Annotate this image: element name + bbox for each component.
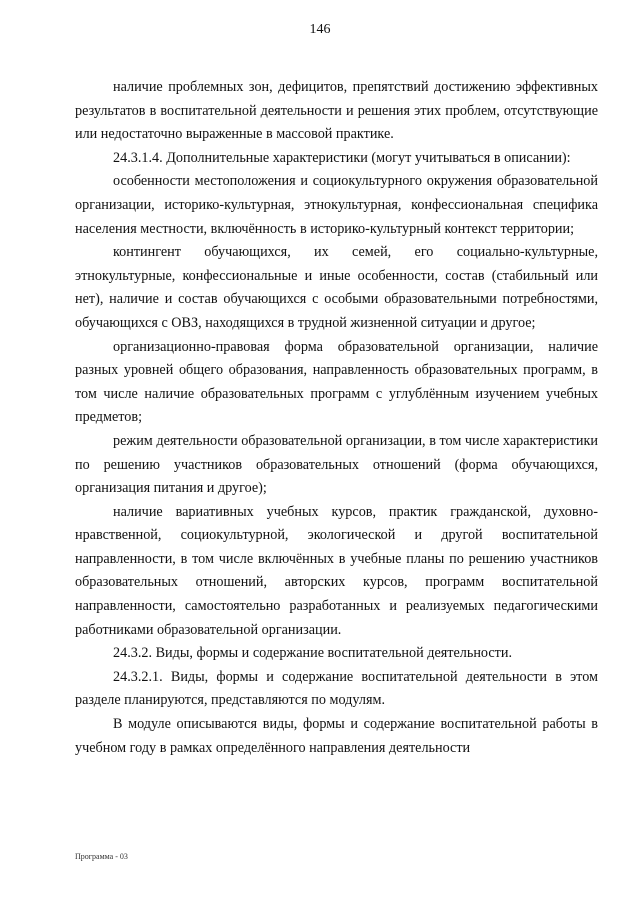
paragraph-24-3-2-heading: 24.3.2. Виды, формы и содержание воспитательной деятельности. [113,645,513,662]
footer-program-label: Программа - 03 [75,852,128,861]
paragraph-student-contingent: контингент обучающихся, их семей, его социально-культурные, этнокультурные, конфессиональные и иные особенности, состав (стабильный или нет), наличие и состав обучающихся с особыми образовательными потребностями, обучающихся с ОВЗ, находящихся в трудной жизненной ситуации и другое; [75,244,598,331]
paragraph-operating-mode: режим деятельности образовательной организации, в том числе характеристики по решению участников образовательных отношений (форма обучающихся, организация питания и другое); [75,432,598,497]
paragraph-24-3-2-1: 24.3.2.1. Виды, формы и содержание воспитательной деятельности в этом разделе планируются, представляются по модулям. [75,668,598,709]
paragraph-location-features: особенности местоположения и социокультурного окружения образовательной организации, историко-культурная, этнокультурная, конфессиональная специфика населения местности, включённость в историко-культурный контекст территории; [75,173,598,237]
paragraph-module-description: В модуле описываются виды, формы и содержание воспитательной работы в учебном году в рамках определённого направления деятельности [75,716,598,756]
page-number: 146 [309,22,331,37]
paragraph-problem-zones: наличие проблемных зон, дефицитов, препятствий достижению эффективных результатов в воспитательной деятельности и решения этих проблем, отсутствующие или недостаточно выраженные в массовой практике. [75,79,598,143]
document-body [75,76,598,760]
paragraph-variable-courses: наличие вариативных учебных курсов, практик гражданской, духовно-нравственной, социокультурной, экологической и другой воспитательной направленности, в том числе включённых в учебные планы по решению участников образовательных отношений, авторских курсов, программ воспитательной направленности, самостоятельно разработанных и реализуемых педагогическими работниками образовательной организации. [75,503,598,638]
paragraph-24-3-1-4-heading: 24.3.1.4. Дополнительные характеристики (могут учитываться в описании): [113,149,571,166]
paragraph-legal-form: организационно-правовая форма образовательной организации, наличие разных уровней общего образования, направленность образовательных программ, в том числе наличие образовательных программ с углублённым изучением учебных предметов; [75,338,598,426]
